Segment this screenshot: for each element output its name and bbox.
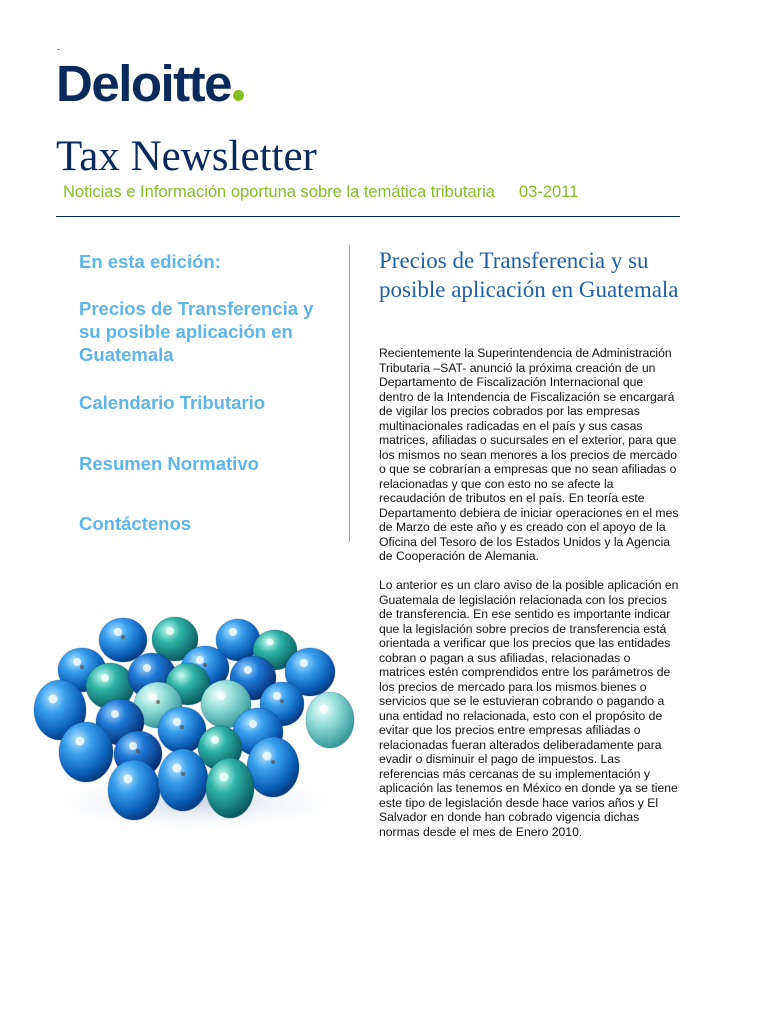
toc-heading: En esta edición: xyxy=(79,251,221,272)
toc-item-resumen[interactable]: Resumen Normativo xyxy=(79,453,259,474)
logo-text: Deloitte xyxy=(56,55,232,112)
newsletter-subtitle xyxy=(63,183,578,202)
toc-item-precios[interactable]: Precios de Transferencia y su posible aplicación en Guatemala xyxy=(79,298,314,365)
newsletter-title: Tax Newsletter xyxy=(56,133,317,180)
issue-number: 03-2011 xyxy=(518,183,579,201)
toc-item-contactenos[interactable]: Contáctenos xyxy=(79,513,192,534)
article-paragraph: Recientemente la Superintendencia de Administración Tributaria –SAT- anunció la próxima creación de un Departamento de Fiscalización Internacional que dentro de la Intendencia de Fiscalización se encargará de vigilar los precios cobrados por las empresas multinacionales radicadas en el país y sus casas matrices, afiliadas o sucursales en el exterior, para que los mismos no sean menores a los precios de mercado o que se cobrarían a empresas que no sean afiliadas o relacionadas y que con esto no se afecte la recaudación de tributos en el país. En teoría este Departamento debiera de iniciar operaciones en el mes de Marzo de este año y es creado con el apoyo de la Oficina del Tesoro de los Estados Unidos y la Agencia de Cooperación de Alemania. xyxy=(379,346,679,563)
deloitte-logo xyxy=(56,55,244,112)
glass-beads-photo xyxy=(30,612,360,832)
logo-dot-icon xyxy=(233,90,244,101)
column-divider xyxy=(349,245,350,542)
article-paragraph: Lo anterior es un claro aviso de la posible aplicación en Guatemala de legislación relacionada con los precios de transferencia. En ese sentido es importante indicar que la legislación sobre precios de transferencia está orientada a verificar que los precios que las entidades cobran o pagan a sus afiliadas, relacionadas o matrices estén comprendidos entre los parámetros de los precios de mercado para los mismos bienes o servicios que se le estuvieran cobrando o pagando a una entidad no relacionada, esto con el propósito de evitar que los precios entre empresas afiliadas o relacionadas fueran alterados deliberadamente para evadir o disminuir el pago de impuestos. Las referencias más cercanas de su implementación y aplicación las tenemos en México en donde ya se tiene este tipo de legislación desde hace varios años y El Salvador en donde han cobrado vigencia dichas normas desde el mes de Enero 2010. xyxy=(379,578,679,839)
article-body xyxy=(379,346,679,854)
article-title: Precios de Transferencia y su posible aplicación en Guatemala xyxy=(379,248,679,302)
subtitle-text: Noticias e Información oportuna sobre la temática tributaria xyxy=(63,183,495,201)
header-mark: - xyxy=(57,44,60,54)
header-divider xyxy=(56,216,680,217)
toc-item-calendario[interactable]: Calendario Tributario xyxy=(79,392,266,413)
